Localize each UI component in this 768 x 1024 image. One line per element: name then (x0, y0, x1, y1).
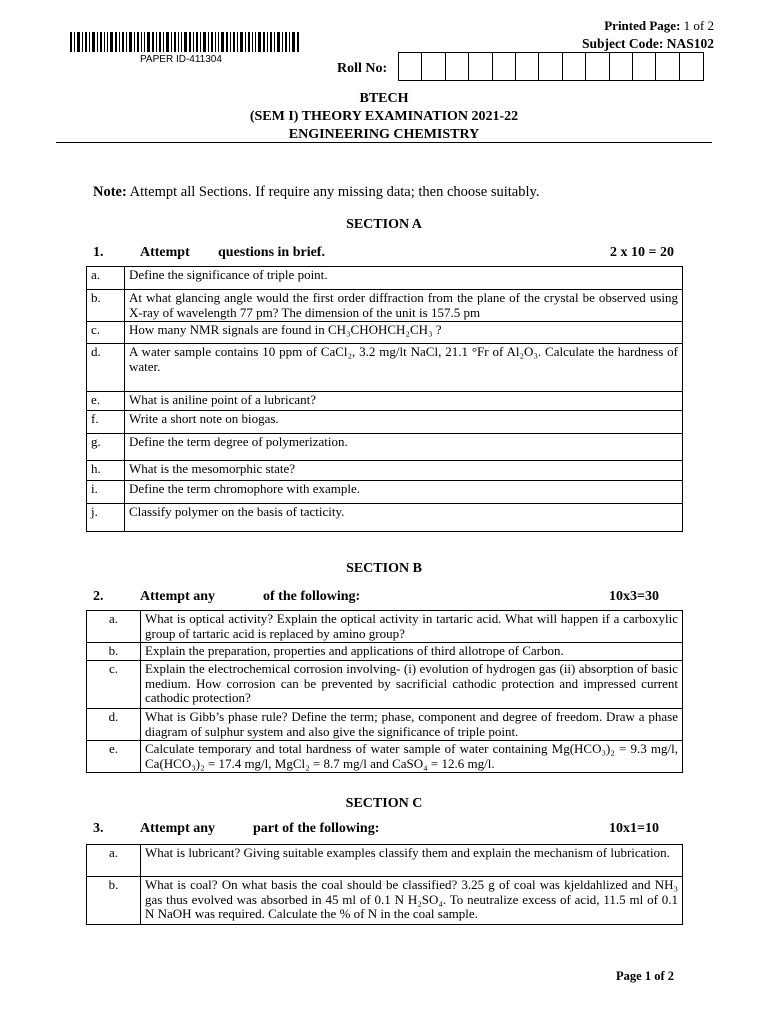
item-label: i. (87, 481, 125, 504)
section-b-heading: SECTION B (346, 561, 422, 576)
item-text: Explain the preparation, properties and applications of third allotrope of Carbon. (141, 643, 683, 661)
subject-code: Subject Code: NAS102 (581, 36, 714, 51)
note-label: Note: (93, 184, 127, 200)
table-row (87, 290, 683, 322)
title-divider (56, 142, 712, 143)
q2-instruction-1: Attempt any (140, 589, 216, 604)
note-text: Attempt all Sections. If require any missing data; then choose suitably. (126, 184, 540, 200)
item-text: Write a short note on biogas. (125, 411, 683, 434)
item-label: e. (87, 392, 125, 411)
q3-number: 3. (93, 821, 104, 836)
barcode (70, 32, 300, 52)
table-row (87, 877, 683, 925)
item-label: h. (87, 461, 125, 481)
table-row (87, 481, 683, 504)
note (93, 184, 539, 201)
item-text: Explain the electrochemical corrosion involving- (i) evolution of hydrogen gas (ii) absorption of basic medium. How corrosion can be prevented by sacrificial cathodic protection and impressed current cathodic protection? (141, 661, 683, 709)
item-text: At what glancing angle would the first order diffraction from the plane of the crystal be observed using X-ray of wavelength 77 pm? The dimension of the unit is 157.5 pm (125, 290, 683, 322)
item-text: What is aniline point of a lubricant? (125, 392, 683, 411)
item-text: What is the mesomorphic state? (125, 461, 683, 481)
footer-page-value: 1 of 2 (644, 969, 674, 983)
paper-id: PAPER ID-411304 (140, 54, 222, 65)
item-label: f. (87, 411, 125, 434)
table-row (87, 322, 683, 344)
roll-box[interactable] (446, 53, 469, 80)
section-a-table (86, 266, 683, 532)
roll-box[interactable] (633, 53, 656, 80)
section-a-heading: SECTION A (346, 217, 422, 232)
title-subject: ENGINEERING CHEMISTRY (288, 127, 480, 142)
item-label: d. (87, 709, 141, 741)
table-row (87, 845, 683, 877)
table-row (87, 461, 683, 481)
roll-box[interactable] (469, 53, 492, 80)
item-text: What is lubricant? Giving suitable examples classify them and explain the mechanism of lubrication. (141, 845, 683, 877)
table-row (87, 504, 683, 532)
q1-instruction-2: questions in brief. (218, 245, 325, 260)
table-row (87, 434, 683, 461)
table-row (87, 344, 683, 392)
item-text: Define the term degree of polymerization. (125, 434, 683, 461)
section-c-heading: SECTION C (345, 796, 423, 811)
q2-instruction-2: of the following: (263, 589, 361, 604)
item-text: What is Gibb’s phase rule? Define the term; phase, component and degree of freedom. Draw a phase diagram of sulphur system and also give the significance of triple point. (141, 709, 683, 741)
table-row (87, 661, 683, 709)
q2-marks: 10x3=30 (609, 589, 659, 604)
title-exam: (SEM I) THEORY EXAMINATION 2021-22 (249, 109, 519, 124)
q1-marks: 2 x 10 = 20 (610, 245, 674, 260)
q1-instruction-1: Attempt (140, 245, 190, 260)
roll-no-label: Roll No: (337, 61, 388, 76)
table-row (87, 392, 683, 411)
q3-marks: 10x1=10 (609, 821, 659, 836)
roll-box[interactable] (563, 53, 586, 80)
roll-box[interactable] (680, 53, 703, 80)
item-label: e. (87, 741, 141, 773)
section-c-table (86, 844, 683, 925)
q3-instruction-2: part of the following: (253, 821, 380, 836)
roll-box[interactable] (516, 53, 539, 80)
item-label: b. (87, 290, 125, 322)
item-label: g. (87, 434, 125, 461)
footer-page-label: Page (616, 969, 642, 983)
title-program: BTECH (359, 91, 409, 106)
q3-instruction-1: Attempt any (140, 821, 216, 836)
roll-box[interactable] (586, 53, 609, 80)
roll-box[interactable] (399, 53, 422, 80)
roll-no-boxes[interactable] (398, 52, 704, 81)
item-text: What is optical activity? Explain the optical activity in tartaric acid. What will happen if a carboxylic group of tartaric acid is replaced by amino group? (141, 611, 683, 643)
printed-page-value: 1 of 2 (683, 18, 714, 33)
printed-page-label: Printed Page: (604, 18, 681, 33)
table-row (87, 267, 683, 290)
item-text: How many NMR signals are found in CH₃CHOHCH₂CH₃ ? (125, 322, 683, 344)
item-label: a. (87, 267, 125, 290)
page-footer (616, 969, 674, 984)
table-row (87, 611, 683, 643)
roll-box[interactable] (493, 53, 516, 80)
table-row (87, 643, 683, 661)
item-label: b. (87, 877, 141, 925)
item-label: a. (87, 611, 141, 643)
item-text: Define the significance of triple point. (125, 267, 683, 290)
item-label: b. (87, 643, 141, 661)
item-label: c. (87, 661, 141, 709)
q2-number: 2. (93, 589, 104, 604)
item-text: Classify polymer on the basis of tacticity. (125, 504, 683, 532)
item-label: d. (87, 344, 125, 392)
item-label: a. (87, 845, 141, 877)
roll-box[interactable] (610, 53, 633, 80)
roll-box[interactable] (656, 53, 679, 80)
item-label: c. (87, 322, 125, 344)
item-label: j. (87, 504, 125, 532)
item-text: A water sample contains 10 ppm of CaCl₂, 3.2 mg/lt NaCl, 21.1 °Fr of Al₂O₃. Calculate the hardness of water. (125, 344, 683, 392)
section-b-table (86, 610, 683, 773)
item-text: What is coal? On what basis the coal should be classified? 3.25 g of coal was kjeldahlized and NH₃ gas thus evolved was absorbed in 45 ml of 0.1 N H₂SO₄. To neutralize excess of acid, 11.5 ml of 0.1 N NaOH was required. Calculate the % of N in the coal sample. (141, 877, 683, 925)
roll-box[interactable] (422, 53, 445, 80)
table-row (87, 709, 683, 741)
roll-box[interactable] (539, 53, 562, 80)
item-text: Define the term chromophore with example. (125, 481, 683, 504)
q1-number: 1. (93, 245, 104, 260)
item-text: Calculate temporary and total hardness of water sample of water containing Mg(HCO₃)₂ = 9.3 mg/l, Ca(HCO₃)₂ = 17.4 mg/l, MgCl₂ = 8.7 mg/l and CaSO₄ = 12.6 mg/l. (141, 741, 683, 773)
table-row (87, 741, 683, 773)
printed-page (604, 18, 714, 34)
table-row (87, 411, 683, 434)
